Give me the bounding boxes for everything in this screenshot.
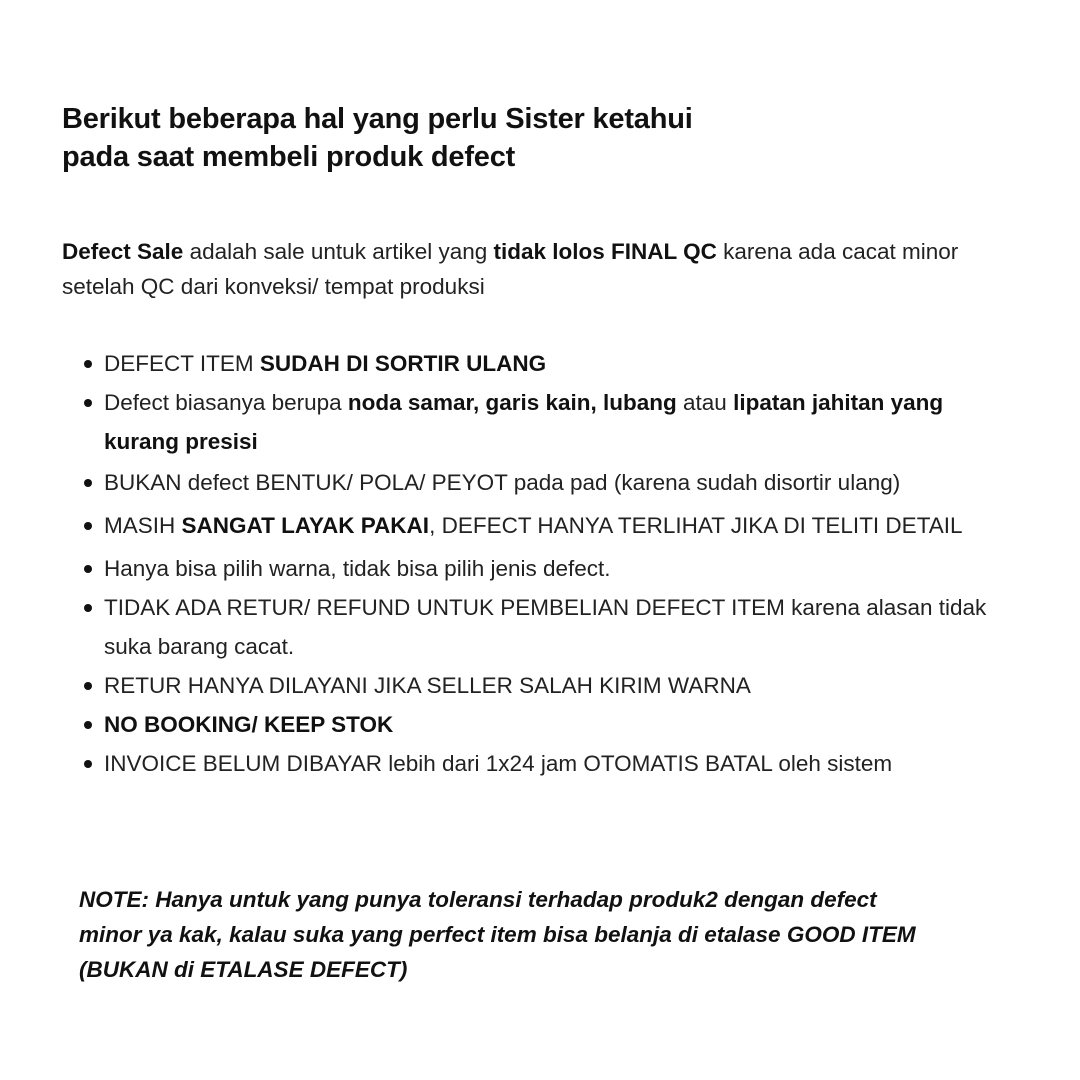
note-line-2: minor ya kak, kalau suka yang perfect item bisa belanja di etalase GOOD ITEM — [79, 922, 916, 947]
item-text: atau — [676, 390, 734, 415]
note-text — [79, 882, 1019, 987]
list-item — [104, 383, 1004, 461]
intro-text-1: adalah sale untuk artikel yang — [183, 239, 494, 264]
item-bold: noda samar, garis kain, lubang — [347, 390, 677, 415]
item-bold: lipatan jahitan yang kurang presisi — [104, 390, 944, 454]
list-item — [104, 744, 1004, 783]
intro-paragraph — [62, 234, 1022, 304]
list-item — [104, 344, 1004, 383]
rules-list — [104, 344, 1004, 783]
intro-term: Defect Sale — [62, 239, 184, 264]
item-text: MASIH — [104, 513, 182, 538]
item-text: TIDAK ADA RETUR/ REFUND UNTUK PEMBELIAN DEFECT ITEM karena alasan tidak suka barang cacat. — [104, 595, 987, 659]
intro-emphasis: tidak lolos FINAL QC — [493, 239, 717, 264]
item-text: Hanya bisa pilih warna, tidak bisa pilih jenis defect. — [104, 556, 611, 581]
list-item — [104, 463, 1004, 502]
item-text: , DEFECT HANYA TERLIHAT JIKA DI TELITI DETAIL — [429, 513, 963, 538]
item-text: DEFECT ITEM — [104, 351, 260, 376]
item-text: RETUR HANYA DILAYANI JIKA SELLER SALAH KIRIM WARNA — [104, 673, 751, 698]
page-title — [62, 100, 1022, 176]
list-item — [104, 549, 1004, 588]
list-item — [104, 506, 1004, 545]
item-text: Defect biasanya berupa — [104, 390, 348, 415]
item-bold: SUDAH DI SORTIR ULANG — [259, 351, 547, 376]
title-line-1: Berikut beberapa hal yang perlu Sister ketahui — [62, 103, 693, 135]
note-line-3: (BUKAN di ETALASE DEFECT) — [79, 957, 408, 982]
title-line-2: pada saat membeli produk defect — [62, 141, 516, 173]
item-bold: NO BOOKING/ KEEP STOK — [104, 712, 394, 737]
list-item — [104, 705, 1004, 744]
item-bold: SANGAT LAYAK PAKAI — [181, 513, 430, 538]
list-item — [104, 588, 1004, 666]
item-text: INVOICE BELUM DIBAYAR lebih dari 1x24 jam OTOMATIS BATAL oleh sistem — [104, 751, 893, 776]
note-line-1: NOTE: Hanya untuk yang punya toleransi terhadap produk2 dengan defect — [79, 887, 877, 912]
item-text: BUKAN defect BENTUK/ POLA/ PEYOT pada pad (karena sudah disortir ulang) — [104, 470, 901, 495]
intro-text-2: karena ada cacat minor setelah QC dari konveksi/ tempat produksi — [62, 239, 959, 299]
list-item — [104, 666, 1004, 705]
